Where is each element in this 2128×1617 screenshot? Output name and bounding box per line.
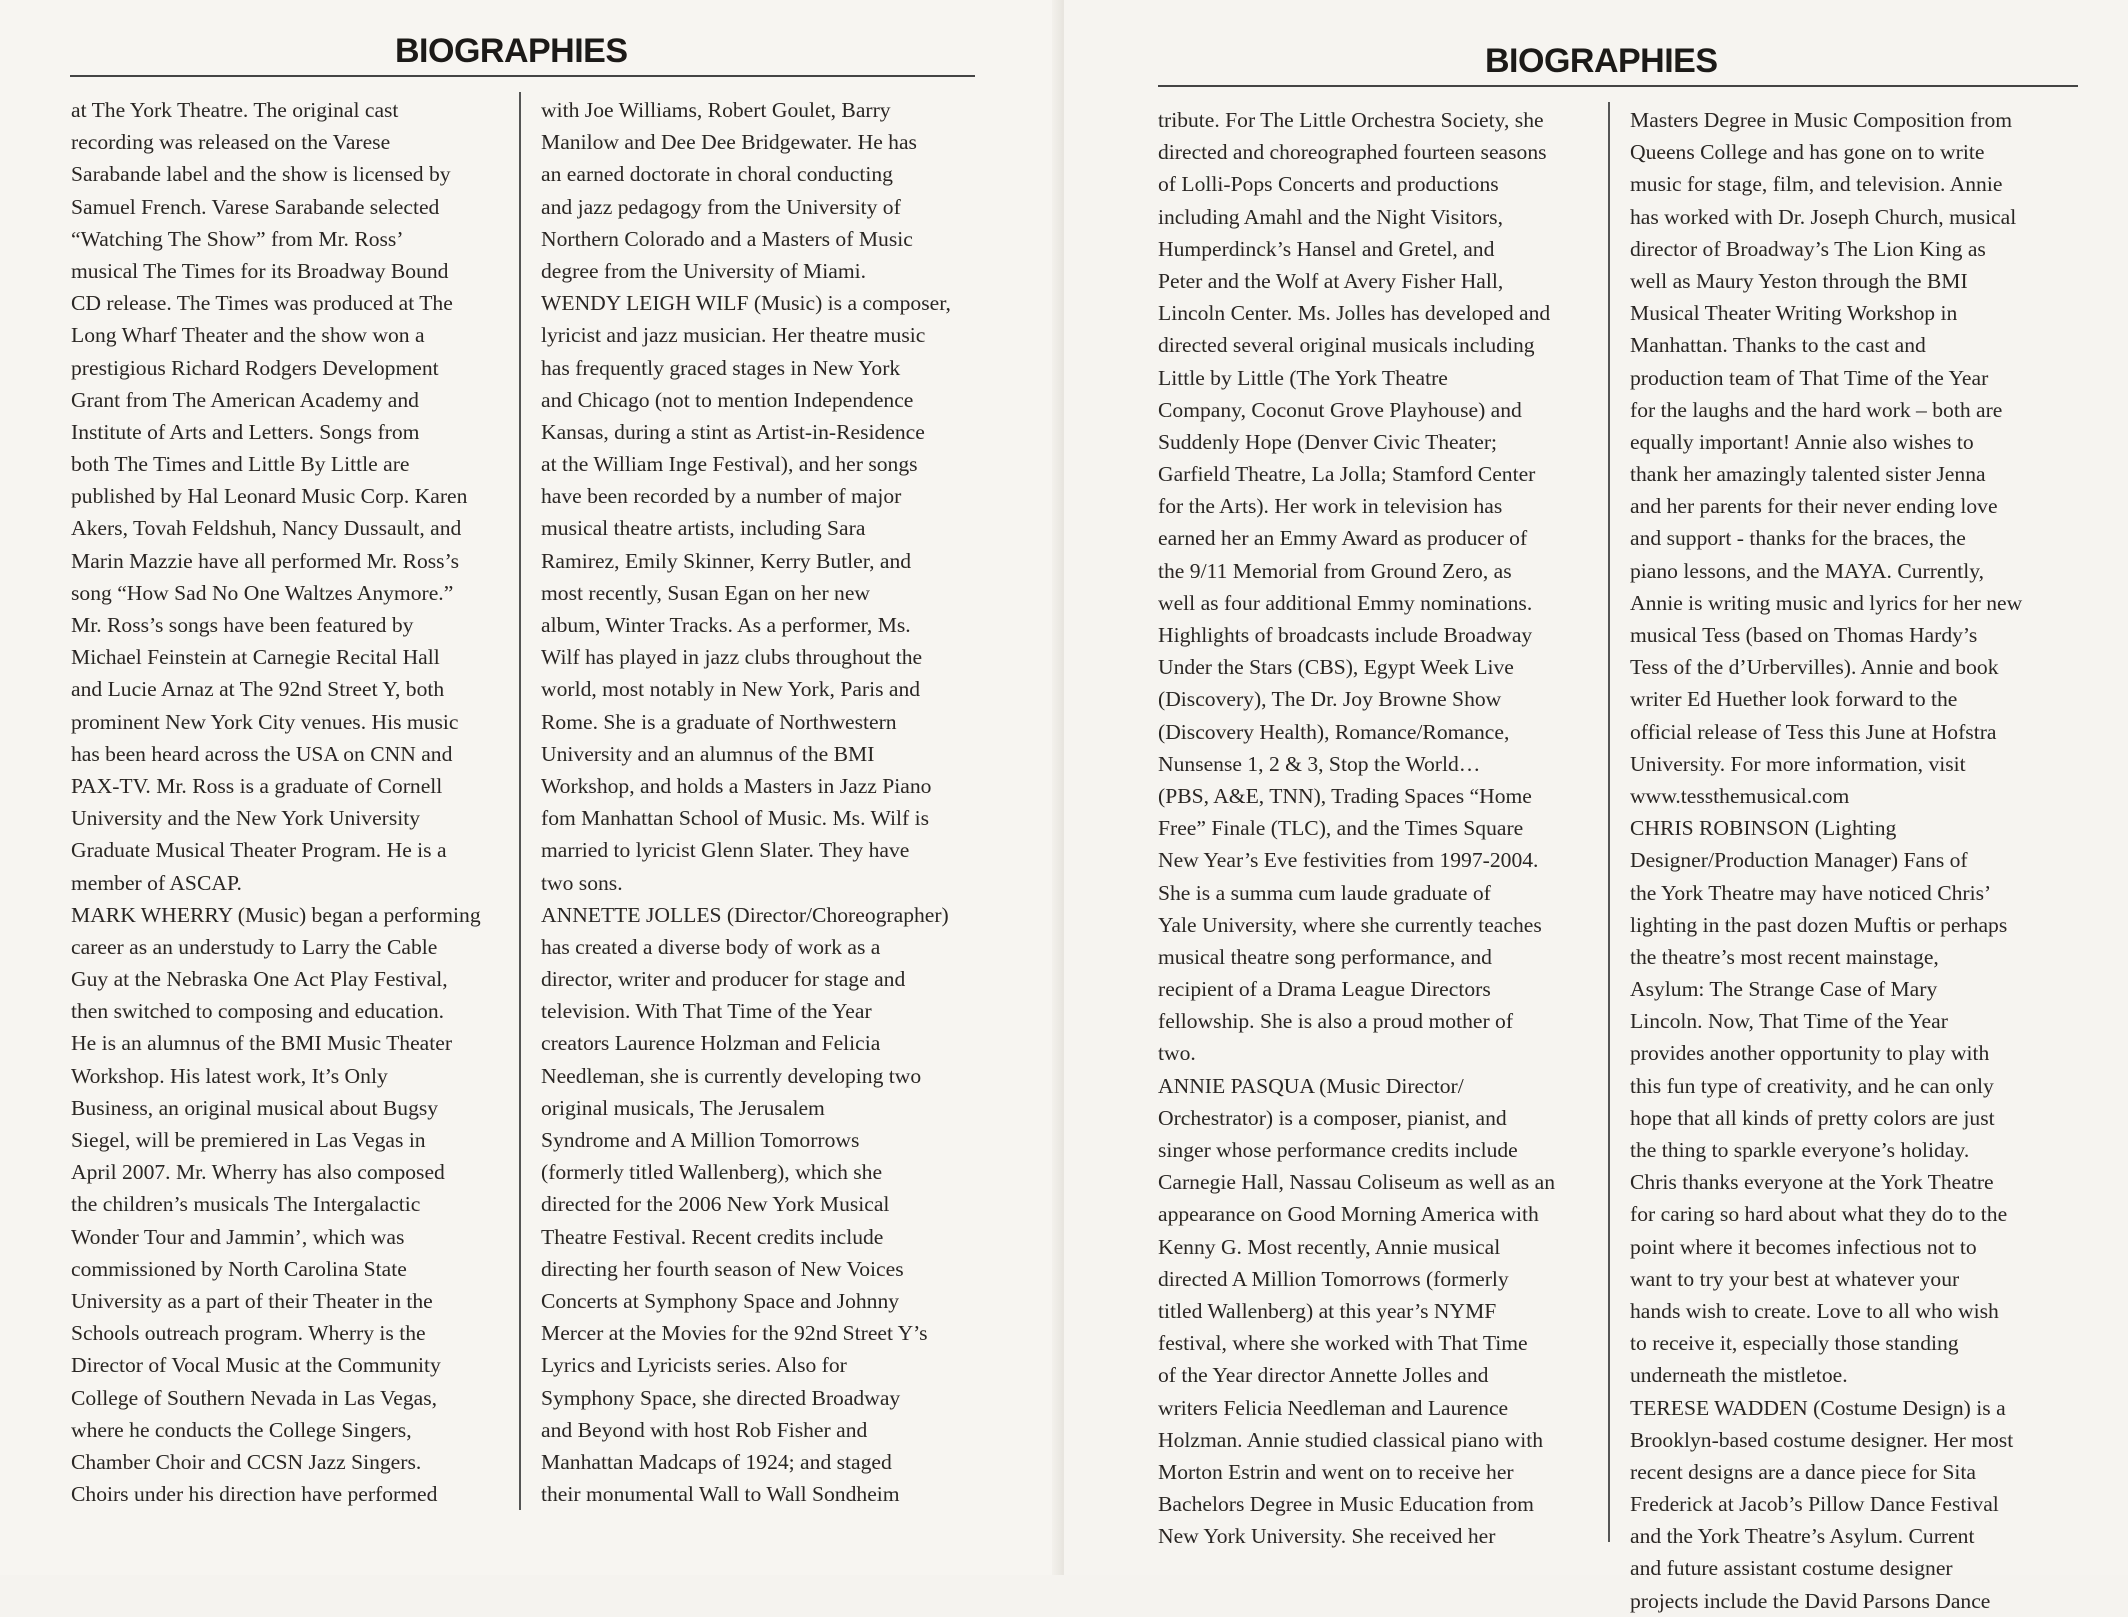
text-line: Little by Little (The York Theatre [1158, 365, 1448, 390]
text-line: this fun type of creativity, and he can only [1630, 1073, 1994, 1098]
text-line: Rome. She is a graduate of Northwestern [541, 709, 897, 734]
text-line: Annie is writing music and lyrics for her new [1630, 590, 2023, 615]
right-column-divider [1608, 102, 1610, 1542]
text-line: Designer/Production Manager) Fans of [1630, 848, 1968, 873]
text-line: TERESE WADDEN (Costume Design) is a [1630, 1395, 2006, 1420]
text-line: at The York Theatre. The original cast [71, 98, 399, 122]
text-line: the thing to sparkle everyone’s holiday. [1630, 1138, 1970, 1162]
text-line: Morton Estrin and went on to receive her [1158, 1459, 1514, 1484]
text-line: Frederick at Jacob’s Pillow Dance Festival [1630, 1492, 1999, 1517]
text-line: Suddenly Hope (Denver Civic Theater; [1158, 429, 1498, 454]
text-line: Asylum: The Strange Case of Mary [1630, 977, 1938, 1002]
text-line: has created a diverse body of work as a [541, 934, 881, 959]
right-heading-rule [1158, 85, 2078, 87]
text-line: Chris thanks everyone at the York Theatre [1630, 1170, 1994, 1195]
text-line: Musical Theater Writing Workshop in [1630, 301, 1958, 326]
text-line: most recently, Susan Egan on her new [541, 580, 871, 605]
text-line: including Amahl and the Night Visitors, [1158, 204, 1503, 229]
text-line: ANNETTE JOLLES (Director/Choreographer) [541, 902, 949, 927]
text-line: Wilf has played in jazz clubs throughout the [541, 645, 923, 670]
text-line: fom Manhattan School of Music. Ms. Wilf is [541, 806, 929, 831]
left-page [0, 0, 1064, 1575]
text-line: two. [1158, 1041, 1196, 1066]
text-line: Northern Colorado and a Masters of Music [541, 226, 913, 251]
text-line: Masters Degree in Music Composition from [1630, 108, 2013, 132]
text-line: television. With That Time of the Year [541, 999, 872, 1024]
text-line: Needleman, she is currently developing two [541, 1063, 922, 1088]
text-line: earned her an Emmy Award as producer of [1158, 526, 1528, 551]
text-line: Michael Feinstein at Carnegie Recital Hall [71, 645, 440, 670]
text-line: prestigious Richard Rodgers Development [71, 355, 439, 380]
right-page-heading: BIOGRAPHIES [1485, 42, 1718, 80]
text-line: (Discovery), The Dr. Joy Browne Show [1158, 687, 1502, 712]
text-line: of Lolli-Pops Concerts and productions [1158, 172, 1499, 197]
text-line: Queens College and has gone on to write [1630, 140, 1985, 165]
text-line: Long Wharf Theater and the show won a [71, 323, 425, 348]
text-line: writers Felicia Needleman and Laurence [1158, 1395, 1509, 1420]
text-line: Symphony Space, she directed Broadway [541, 1385, 901, 1410]
text-line: Garfield Theatre, La Jolla; Stamford Center [1158, 462, 1536, 487]
text-line: with Joe Williams, Robert Goulet, Barry [541, 98, 891, 122]
text-line: Kenny G. Most recently, Annie musical [1158, 1234, 1501, 1259]
text-line: and Chicago (not to mention Independence [541, 387, 914, 412]
text-line: Carnegie Hall, Nassau Coliseum as well as an [1158, 1170, 1555, 1195]
text-line: career as an understudy to Larry the Cable [71, 934, 438, 959]
text-line: equally important! Annie also wishes to [1630, 429, 1974, 454]
text-line: Brooklyn-based costume designer. Her most [1630, 1427, 2014, 1452]
text-line: Sarabande label and the show is licensed by [71, 162, 451, 187]
right-column-2 [1630, 104, 2022, 1617]
text-line: Workshop, and holds a Masters in Jazz Piano [541, 773, 932, 798]
text-line: thank her amazingly talented sister Jenna [1630, 462, 1986, 487]
text-line: an earned doctorate in choral conducting [541, 162, 893, 187]
text-line: (formerly titled Wallenberg), which she [541, 1160, 883, 1185]
text-line: the York Theatre may have noticed Chris’ [1630, 880, 1992, 905]
text-line: married to lyricist Glenn Slater. They have [541, 838, 910, 863]
text-line: Holzman. Annie studied classical piano with [1158, 1427, 1544, 1452]
text-line: for the laughs and the hard work – both are [1630, 397, 2003, 422]
text-line: for caring so hard about what they do to the [1630, 1202, 2008, 1227]
text-line: He is an alumnus of the BMI Music Theater [71, 1031, 453, 1056]
text-line: titled Wallenberg) at this year’s NYMF [1158, 1298, 1497, 1323]
text-line: Wonder Tour and Jammin’, which was [71, 1224, 405, 1249]
text-line: Orchestrator) is a composer, pianist, and [1158, 1105, 1507, 1130]
left-page-heading: BIOGRAPHIES [395, 32, 628, 70]
text-line: Lyrics and Lyricists series. Also for [541, 1353, 847, 1378]
left-heading-rule [70, 75, 975, 77]
left-column-divider [519, 92, 521, 1510]
text-line: PAX-TV. Mr. Ross is a graduate of Cornell [71, 773, 443, 798]
text-line: New Year’s Eve festivities from 1997-2004. [1158, 848, 1539, 873]
text-line: and future assistant costume designer [1630, 1556, 1953, 1581]
text-line: both The Times and Little By Little are [71, 452, 410, 477]
text-line: Schools outreach program. Wherry is the [71, 1321, 426, 1346]
text-line: director of Broadway’s The Lion King as [1630, 236, 1986, 261]
text-line: have been recorded by a number of major [541, 484, 902, 509]
text-line: Highlights of broadcasts include Broadway [1158, 623, 1533, 647]
text-line: (Discovery Health), Romance/Romance, [1158, 719, 1510, 744]
text-line: Graduate Musical Theater Program. He is a [71, 838, 447, 863]
text-line: the theatre’s most recent mainstage, [1630, 944, 1939, 969]
text-line: Workshop. His latest work, It’s Only [71, 1063, 388, 1088]
text-line: creators Laurence Holzman and Felicia [541, 1031, 881, 1056]
text-line: festival, where she worked with That Time [1158, 1331, 1528, 1356]
text-line: has been heard across the USA on CNN and [71, 741, 453, 766]
text-line: New York University. She received her [1158, 1524, 1496, 1549]
text-line: Bachelors Degree in Music Education from [1158, 1492, 1534, 1517]
text-line: recipient of a Drama League Directors [1158, 977, 1491, 1002]
text-line: hope that all kinds of pretty colors are just [1630, 1105, 1995, 1130]
text-line: Guy at the Nebraska One Act Play Festival, [71, 967, 448, 992]
text-line: recording was released on the Varese [71, 130, 391, 155]
text-line: degree from the University of Miami. [541, 258, 867, 283]
text-line: and her parents for their never ending love [1630, 494, 1998, 519]
text-line: Yale University, where she currently teaches [1158, 912, 1542, 937]
text-line: University and the New York University [71, 806, 421, 831]
text-line: musical Tess (based on Thomas Hardy’s [1630, 623, 1978, 647]
text-line: appearance on Good Morning America with [1158, 1202, 1539, 1227]
text-line: and jazz pedagogy from the University of [541, 194, 901, 219]
text-line: and the York Theatre’s Asylum. Current [1630, 1524, 1975, 1549]
text-line: provides another opportunity to play with [1630, 1041, 1990, 1066]
text-line: Manhattan. Thanks to the cast and [1630, 333, 1926, 358]
text-line: directed and choreographed fourteen seasons [1158, 140, 1547, 165]
text-line: album, Winter Tracks. As a performer, Ms. [541, 613, 911, 637]
text-line: projects include the David Parsons Dance [1630, 1588, 1991, 1613]
text-line: Humperdinck’s Hansel and Gretel, and [1158, 236, 1495, 261]
text-line: want to try your best at whatever your [1630, 1266, 1960, 1291]
text-line: world, most notably in New York, Paris and [541, 677, 921, 702]
text-line: Samuel French. Varese Sarabande selected [71, 194, 440, 219]
text-line: piano lessons, and the MAYA. Currently, [1630, 558, 1985, 583]
text-line: of the Year director Annette Jolles and [1158, 1363, 1489, 1388]
text-line: Ramirez, Emily Skinner, Kerry Butler, and [541, 548, 912, 573]
text-line: Mercer at the Movies for the 92nd Street Y’s [541, 1321, 928, 1346]
text-line: point where it becomes infectious not to [1630, 1234, 1977, 1259]
text-line: ANNIE PASQUA (Music Director/ [1158, 1073, 1464, 1098]
text-line: writer Ed Huether look forward to the [1630, 687, 1958, 712]
text-line: CHRIS ROBINSON (Lighting [1630, 816, 1897, 841]
text-line: the 9/11 Memorial from Ground Zero, as [1158, 558, 1512, 583]
text-line: Mr. Ross’s songs have been featured by [71, 613, 414, 637]
text-line: official release of Tess this June at Hofstra [1630, 719, 1997, 744]
text-line: Akers, Tovah Feldshuh, Nancy Dussault, and [71, 516, 462, 541]
text-line: Under the Stars (CBS), Egypt Week Live [1158, 655, 1514, 680]
text-line: Choirs under his direction have performed [71, 1482, 438, 1507]
text-line: Manhattan Madcaps of 1924; and staged [541, 1449, 892, 1474]
text-line: lighting in the past dozen Muftis or perhaps [1630, 912, 2008, 937]
text-line: Siegel, will be premiered in Las Vegas in [71, 1128, 426, 1152]
text-line: “Watching The Show” from Mr. Ross’ [71, 226, 404, 251]
text-line: directing her fourth season of New Voices [541, 1256, 904, 1281]
text-line: director, writer and producer for stage and [541, 967, 906, 992]
text-line: prominent New York City venues. His music [71, 709, 459, 734]
text-line: Kansas, during a stint as Artist-in-Residence [541, 419, 925, 444]
text-line: Manilow and Dee Dee Bridgewater. He has [541, 130, 917, 155]
text-line: Business, an original musical about Bugsy [71, 1095, 439, 1120]
text-line: Director of Vocal Music at the Community [71, 1353, 441, 1378]
text-line: their monumental Wall to Wall Sondheim [541, 1482, 900, 1507]
text-line: University as a part of their Theater in the [71, 1288, 433, 1313]
text-line: hands wish to create. Love to all who wish [1630, 1298, 1999, 1323]
text-line: Nunsense 1, 2 & 3, Stop the World… [1158, 751, 1481, 776]
text-line: Lincoln Center. Ms. Jolles has developed and [1158, 301, 1551, 326]
text-line: College of Southern Nevada in Las Vegas, [71, 1385, 438, 1410]
text-line: music for stage, film, and television. Annie [1630, 172, 2003, 197]
text-line: Marin Mazzie have all performed Mr. Ross’s [71, 548, 459, 573]
text-line: where he conducts the College Singers, [71, 1417, 412, 1442]
text-line: has frequently graced stages in New York [541, 355, 901, 380]
text-line: musical theatre artists, including Sara [541, 516, 866, 541]
text-line: April 2007. Mr. Wherry has also composed [71, 1160, 445, 1185]
left-column-1 [71, 94, 481, 1510]
text-line: fellowship. She is also a proud mother of [1158, 1009, 1514, 1034]
text-line: Grant from The American Academy and [71, 387, 419, 412]
text-line: has worked with Dr. Joseph Church, musical [1630, 204, 2017, 229]
text-line: well as Maury Yeston through the BMI [1630, 268, 1968, 293]
text-line: She is a summa cum laude graduate of [1158, 880, 1491, 905]
text-line: Syndrome and A Million Tomorrows [541, 1128, 860, 1152]
text-line: WENDY LEIGH WILF (Music) is a composer, [541, 291, 951, 316]
text-line: published by Hal Leonard Music Corp. Karen [71, 484, 468, 509]
text-line: recent designs are a dance piece for Sita [1630, 1459, 1976, 1484]
text-line: lyricist and jazz musician. Her theatre music [541, 323, 926, 348]
text-line: then switched to composing and education. [71, 999, 445, 1024]
text-line: and support - thanks for the braces, the [1630, 526, 1966, 551]
text-line: the children’s musicals The Intergalactic [71, 1192, 421, 1217]
text-line: Theatre Festival. Recent credits include [541, 1224, 884, 1249]
text-line: MARK WHERRY (Music) began a performing [71, 902, 481, 927]
text-line: University and an alumnus of the BMI [541, 741, 875, 766]
text-line: Institute of Arts and Letters. Songs from [71, 419, 420, 444]
text-line: at the William Inge Festival), and her songs [541, 452, 918, 477]
text-line: member of ASCAP. [71, 870, 242, 895]
text-line: two sons. [541, 870, 623, 895]
text-line: musical The Times for its Broadway Bound [71, 258, 449, 283]
right-page [1064, 0, 2128, 1613]
text-line: musical theatre song performance, and [1158, 944, 1492, 969]
text-line: and Lucie Arnaz at The 92nd Street Y, both [71, 677, 445, 702]
text-line: original musicals, The Jerusalem [541, 1095, 825, 1120]
text-line: Tess of the d’Urbervilles). Annie and book [1630, 655, 1999, 680]
text-line: singer whose performance credits include [1158, 1138, 1518, 1162]
text-line: song “How Sad No One Waltzes Anymore.” [71, 580, 454, 605]
left-column-2 [541, 94, 951, 1510]
text-line: Concerts at Symphony Space and Johnny [541, 1288, 900, 1313]
text-line: to receive it, especially those standing [1630, 1331, 1959, 1356]
text-line: directed A Million Tomorrows (formerly [1158, 1266, 1509, 1291]
text-line: directed for the 2006 New York Musical [541, 1192, 890, 1217]
text-line: Free” Finale (TLC), and the Times Square [1158, 816, 1524, 841]
text-line: Chamber Choir and CCSN Jazz Singers. [71, 1449, 422, 1474]
right-column-1 [1158, 104, 1555, 1552]
text-line: directed several original musicals including [1158, 333, 1535, 358]
text-line: University. For more information, visit [1630, 751, 1966, 776]
text-line: CD release. The Times was produced at The [71, 291, 453, 316]
text-line: underneath the mistletoe. [1630, 1363, 1848, 1388]
text-line: commissioned by North Carolina State [71, 1256, 407, 1281]
text-line: tribute. For The Little Orchestra Society, she [1158, 108, 1544, 132]
text-line: well as four additional Emmy nominations. [1158, 590, 1533, 615]
text-line: (PBS, A&E, TNN), Trading Spaces “Home [1158, 783, 1532, 808]
text-line: www.tessthemusical.com [1630, 783, 1850, 808]
text-line: for the Arts). Her work in television has [1158, 494, 1503, 519]
text-line: Company, Coconut Grove Playhouse) and [1158, 397, 1522, 422]
text-line: production team of That Time of the Year [1630, 365, 1989, 390]
text-line: Peter and the Wolf at Avery Fisher Hall, [1158, 268, 1504, 293]
text-line: Lincoln. Now, That Time of the Year [1630, 1009, 1948, 1034]
text-line: and Beyond with host Rob Fisher and [541, 1417, 868, 1442]
